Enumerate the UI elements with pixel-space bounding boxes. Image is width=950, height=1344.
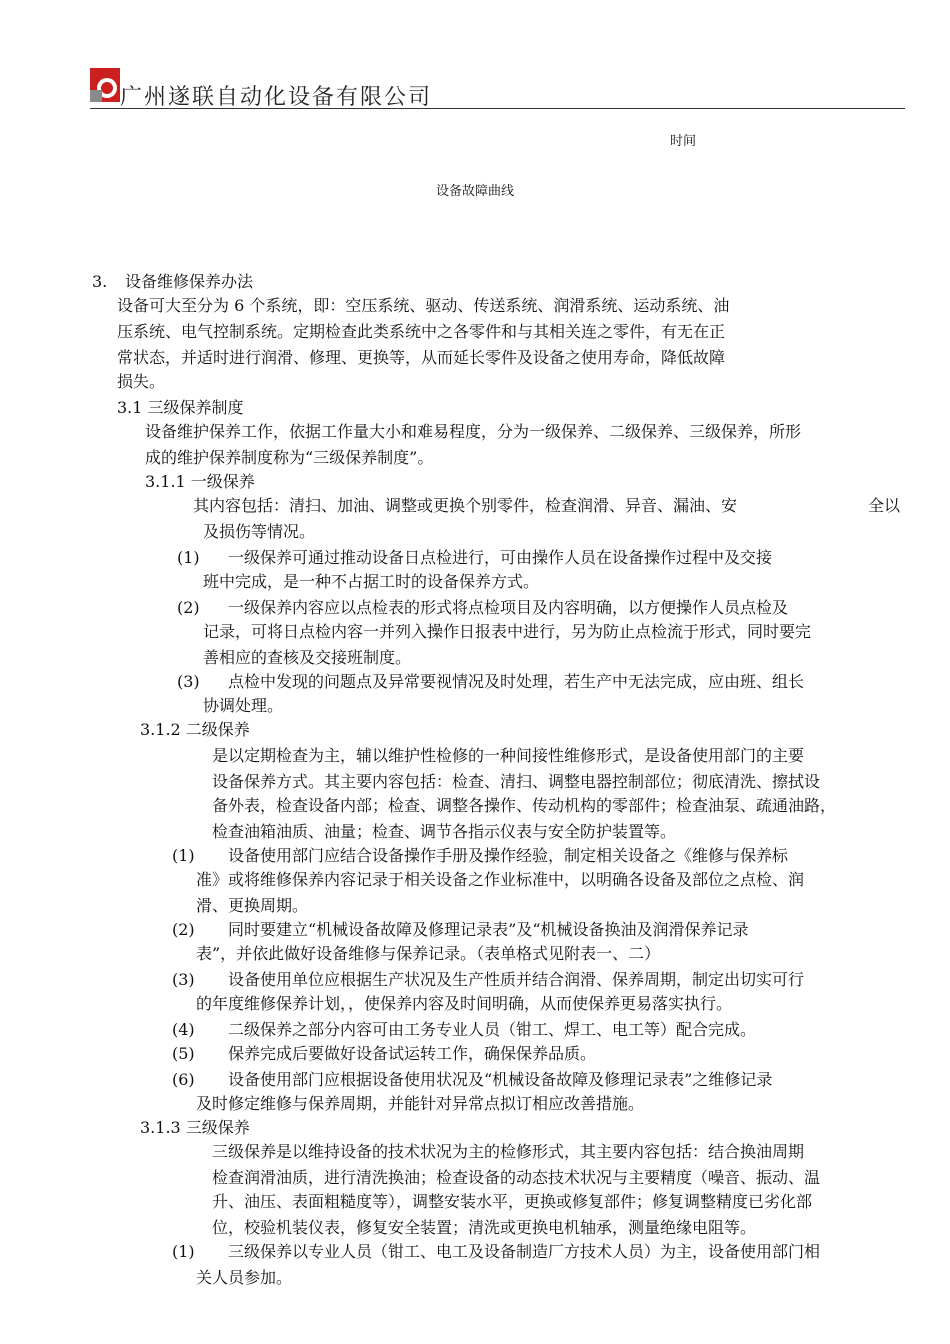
subsubsection-heading: 3.1.1 一级保养 — [145, 472, 255, 491]
paragraph-line: 是以定期检查为主，辅以维护性检修的一种间接性维修形式，是设备使用部门的主要 — [212, 746, 805, 765]
section-intro-line: 常状态，并适时进行润滑、修理、更换等，从而延长零件及设备之使用寿命，降低故障 — [117, 348, 726, 367]
paragraph-line: 设备维护保养工作，依据工作量大小和难易程度，分为一级保养、二级保养、三级保养，所形 — [145, 422, 802, 441]
list-item-line: 点检中发现的问题点及异常要视情况及时处理，若生产中无法完成，应由班、组长 — [228, 672, 805, 691]
header-divider — [90, 108, 905, 109]
paragraph-line: 位，校验机装仪表，修复安全装置；清洗或更换电机轴承，测量绝缘电阻等。 — [212, 1218, 757, 1237]
paragraph-line: 三级保养是以维持设备的技术状况为主的检修形式，其主要内容包括：结合换油周期 — [212, 1142, 805, 1161]
chart-axis-label-time: 时间 — [670, 134, 697, 149]
list-item-line: 协调处理。 — [203, 696, 284, 715]
section-number: 3. — [92, 272, 108, 291]
paragraph-line: 升、油压、表面粗糙度等），调整安装水平，更换或修复部件；修复调整精度已劣化部 — [212, 1192, 813, 1211]
list-item-line: 善相应的查核及交接班制度。 — [203, 648, 412, 667]
list-item-number: (5) — [172, 1044, 195, 1063]
list-item-number: (3) — [172, 970, 195, 989]
list-item-line: 班中完成，是一种不占据工时的设备保养方式。 — [203, 572, 540, 591]
list-item-line: 关人员参加。 — [196, 1268, 293, 1287]
list-item-number: (2) — [177, 598, 200, 617]
paragraph-line: 其内容包括：清扫、加油、调整或更换个别零件，检查润滑、异音、漏油、安 — [193, 496, 738, 515]
subsection-heading: 3.1 三级保养制度 — [117, 398, 244, 417]
company-logo — [90, 68, 120, 102]
list-item-number: (2) — [172, 920, 195, 939]
list-item-line: 的年度维修保养计划，，使保养内容及时间明确，从而使保养更易落实执行。 — [196, 994, 733, 1013]
list-item-line: 一级保养内容应以点检表的形式将点检项目及内容明确，以方便操作人员点检及 — [228, 598, 789, 617]
section-intro-line: 压系统、电气控制系统。定期检查此类系统中之各零件和与其相关连之零件，有无在正 — [117, 322, 726, 341]
list-item-number: (1) — [172, 846, 195, 865]
list-item-number: (3) — [177, 672, 200, 691]
list-item-line: 记录，可将日点检内容一并列入操作日报表中进行，另为防止点检流于形式，同时要完 — [203, 622, 812, 641]
list-item-line: 同时要建立“机械设备故障及修理记录表”及“机械设备换油及润滑保养记录 — [228, 920, 749, 939]
paragraph-line: 设备保养方式。其主要内容包括：检查、清扫、调整电器控制部位；彻底清洗、擦拭设 — [212, 772, 821, 791]
list-item-number: (1) — [172, 1242, 195, 1261]
paragraph-line: 备外表，检查设备内部；检查、调整各操作、传动机构的零部件；检查油泵、疏通油路， — [212, 796, 837, 815]
list-item-number: (1) — [177, 548, 200, 567]
subsubsection-heading: 3.1.2 二级保养 — [140, 720, 250, 739]
subsubsection-heading: 3.1.3 三级保养 — [140, 1118, 250, 1137]
list-item-line: 三级保养以专业人员（钳工、电工及设备制造厂方技术人员）为主，设备使用部门相 — [228, 1242, 821, 1261]
paragraph-line: 检查润滑油质，进行清洗换油；检查设备的动态技术状况与主要精度（噪音、振动、温 — [212, 1168, 821, 1187]
paragraph-line: 全以 — [868, 496, 901, 515]
section-intro-line: 损失。 — [117, 372, 166, 391]
list-item-line: 设备使用单位应根据生产状况及生产性质并结合润滑、保养周期，制定出切实可行 — [228, 970, 805, 989]
list-item-line: 一级保养可通过推动设备日点检进行，可由操作人员在设备操作过程中及交接 — [228, 548, 773, 567]
list-item-line: 表”，并依此做好设备维修与保养记录。（表单格式见附表一、二） — [196, 944, 661, 963]
list-item-number: (4) — [172, 1020, 195, 1039]
paragraph-line: 成的维护保养制度称为“三级保养制度”。 — [145, 448, 434, 467]
list-item-line: 设备使用部门应根据设备使用状况及“机械设备故障及修理记录表”之维修记录 — [228, 1070, 773, 1089]
figure-caption: 设备故障曲线 — [436, 184, 515, 199]
section-title: 设备维修保养办法 — [125, 272, 254, 291]
list-item-line: 准》或将维修保养内容记录于相关设备之作业标准中，以明确各设备及部位之点检、润 — [196, 870, 805, 889]
list-item-line: 保养完成后要做好设备试运转工作，确保保养品质。 — [228, 1044, 597, 1063]
list-item-line: 及时修定维修与保养周期，并能针对异常点拟订相应改善措施。 — [196, 1094, 645, 1113]
list-item-line: 二级保养之部分内容可由工务专业人员（钳工、焊工、电工等）配合完成。 — [228, 1020, 757, 1039]
paragraph-line: 检查油箱油质、油量；检查、调节各指示仪表与安全防护装置等。 — [212, 822, 677, 841]
list-item-number: (6) — [172, 1070, 195, 1089]
paragraph-line: 及损伤等情况。 — [203, 522, 316, 541]
company-name: 广州遂联自动化设备有限公司 — [120, 85, 433, 110]
list-item-line: 滑、更换周期。 — [196, 896, 309, 915]
section-intro-line: 设备可大至分为 6 个系统，即：空压系统、驱动、传送系统、润滑系统、运动系统、油 — [117, 296, 730, 315]
list-item-line: 设备使用部门应结合设备操作手册及操作经验，制定相关设备之《维修与保养标 — [228, 846, 789, 865]
